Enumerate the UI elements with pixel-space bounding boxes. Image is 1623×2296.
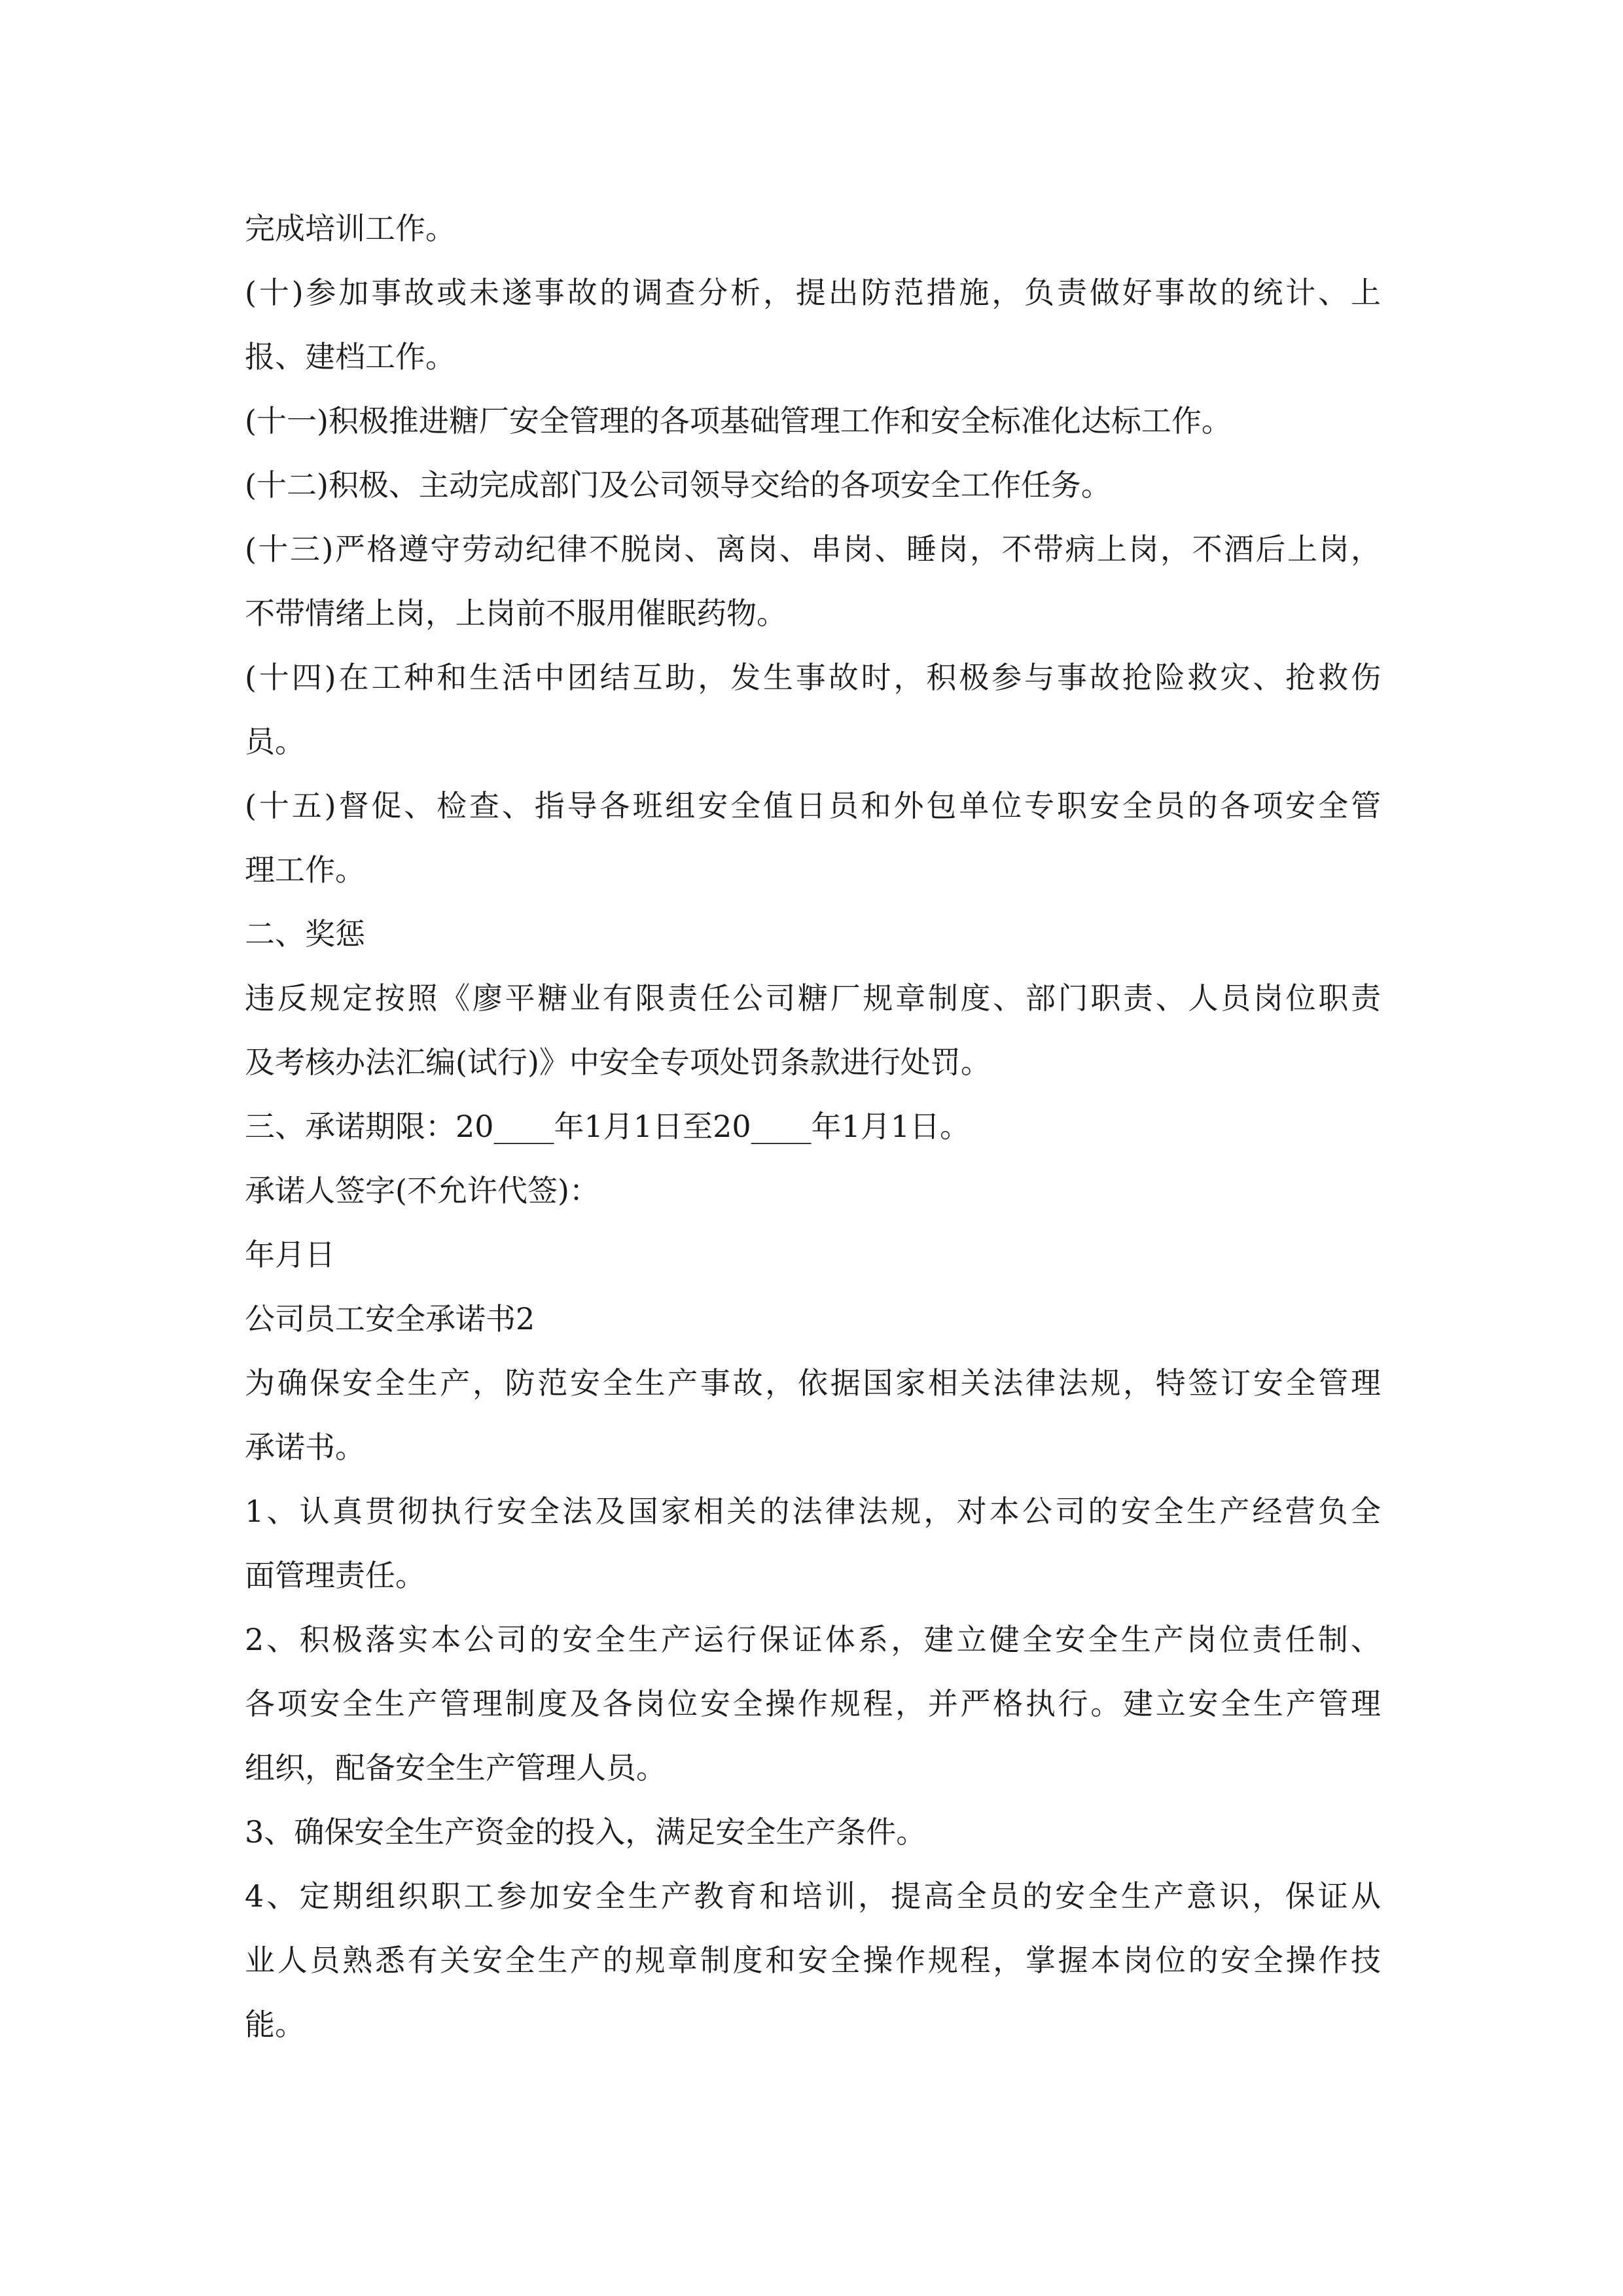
text-line: (十一)积极推进糖厂安全管理的各项基础管理工作和安全标准化达标工作。 <box>245 403 1232 439</box>
text-line: 组织，配备安全生产管理人员。 <box>245 1750 666 1785</box>
text-line: 报、建档工作。 <box>245 339 455 374</box>
text-line: 二、奖惩 <box>245 916 365 952</box>
text-line: 能。 <box>245 2007 305 2042</box>
text-line: (十二)积极、主动完成部门及公司领导交给的各项安全工作任务。 <box>245 467 1111 503</box>
text-line: 3、确保安全生产资金的投入，满足安全生产条件。 <box>245 1814 927 1850</box>
text-line: 业人员熟悉有关安全生产的规章制度和安全操作规程，掌握本岗位的安全操作技 <box>245 1943 1381 1978</box>
text-line: (十三)严格遵守劳动纪律不脱岗、离岗、串岗、睡岗，不带病上岗，不酒后上岗， <box>245 531 1381 567</box>
text-line: 承诺人签字(不允许代签)： <box>245 1173 599 1208</box>
text-line: 员。 <box>245 724 305 759</box>
document-body <box>245 196 1381 2056</box>
text-line: 及考核办法汇编(试行)》中安全专项处罚条款进行处罚。 <box>245 1045 991 1080</box>
text-line: 1、认真贯彻执行安全法及国家相关的法律法规，对本公司的安全生产经营负全 <box>245 1494 1381 1529</box>
text-line: 为确保安全生产，防范安全生产事故，依据国家相关法律法规，特签订安全管理 <box>245 1365 1381 1401</box>
text-line: 完成培训工作。 <box>245 211 455 246</box>
text-line: 公司员工安全承诺书2 <box>245 1301 535 1336</box>
text-line: 各项安全生产管理制度及各岗位安全操作规程，并严格执行。建立安全生产管理 <box>245 1686 1381 1721</box>
text-line: 三、承诺期限：20____年1月1日至20____年1月1日。 <box>245 1109 971 1144</box>
text-line: (十四)在工种和生活中团结互助，发生事故时，积极参与事故抢险救灾、抢救伤 <box>245 660 1381 695</box>
text-line: 理工作。 <box>245 852 365 888</box>
text-line: 违反规定按照《廖平糖业有限责任公司糖厂规章制度、部门职责、人员岗位职责 <box>245 980 1381 1016</box>
text-line: 年月日 <box>245 1237 335 1272</box>
text-line: 承诺书。 <box>245 1429 365 1465</box>
text-line: 不带情绪上岗，上岗前不服用催眠药物。 <box>245 596 787 631</box>
text-line: 4、定期组织职工参加安全生产教育和培训，提高全员的安全生产意识，保证从 <box>245 1878 1381 1914</box>
text-line: 2、积极落实本公司的安全生产运行保证体系，建立健全安全生产岗位责任制、 <box>245 1622 1381 1657</box>
text-line: (十)参加事故或未遂事故的调查分析，提出防范措施，负责做好事故的统计、上 <box>245 275 1381 310</box>
text-line: 面管理责任。 <box>245 1558 425 1593</box>
text-line: (十五)督促、检查、指导各班组安全值日员和外包单位专职安全员的各项安全管 <box>245 788 1381 823</box>
